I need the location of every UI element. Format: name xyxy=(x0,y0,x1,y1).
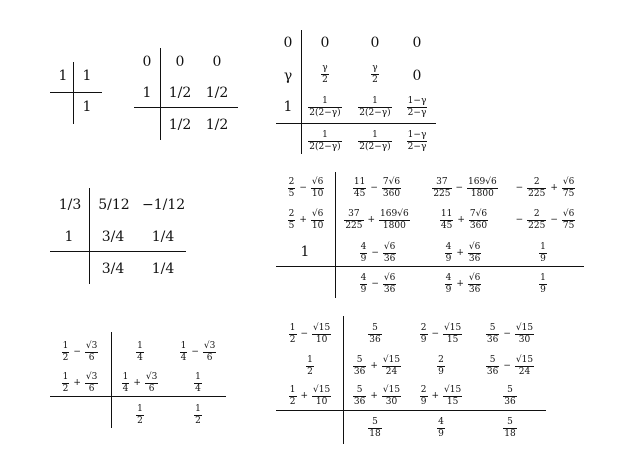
a-12: $\frac{2}{9}$ − $\frac{√15}{15}$ xyxy=(420,323,462,345)
c-1: $\frac{1}{2}$ − $\frac{√3}{6}$ xyxy=(62,341,98,363)
a-31: $\frac{4}{9}$ − $\frac{√6}{36}$ xyxy=(360,242,396,264)
b-1: $\frac{1}{2(2-\gamma)}$ xyxy=(309,130,341,152)
b-3: $\frac{1}{9}$ xyxy=(540,273,546,295)
a-23: − $\frac{2}{225}$ − $\frac{√6}{75}$ xyxy=(515,209,575,231)
divider-horizontal xyxy=(276,266,584,267)
a-21: $\frac{1}{4}$ + $\frac{√3}{6}$ xyxy=(122,372,158,394)
a-11: $\frac{11}{45}$ − $\frac{7√6}{360}$ xyxy=(353,177,401,199)
c-2: $\frac{1}{2}$ xyxy=(307,355,313,377)
b-2: $\frac{1}{2(2-\gamma)}$ xyxy=(359,130,391,152)
c-1: $\frac{1}{2}$ − $\frac{√15}{10}$ xyxy=(289,323,331,345)
b-1: 1/2 xyxy=(168,117,192,133)
a-21: 3/4 xyxy=(101,229,125,245)
b-2: 1/2 xyxy=(205,117,229,133)
b-2: 1/4 xyxy=(151,261,175,277)
b-1: $\frac{1}{2}$ xyxy=(137,404,143,426)
a-31: $\frac{1}{2(2-\gamma)}$ xyxy=(309,96,341,118)
a-21: $\frac{\gamma}{2}$ xyxy=(322,63,328,85)
divider-vertical xyxy=(111,332,112,428)
a-32: $\frac{2}{9}$ + $\frac{√15}{15}$ xyxy=(420,385,462,407)
a-22: $\frac{2}{9}$ xyxy=(438,355,444,377)
a-13: − $\frac{2}{225}$ + $\frac{√6}{75}$ xyxy=(515,177,575,199)
divider-horizontal xyxy=(276,123,436,124)
a-12: $\frac{37}{225}$ − $\frac{169√6}{1800}$ xyxy=(433,177,497,199)
c-2: 1 xyxy=(64,229,74,245)
b-1: $\frac{5}{18}$ xyxy=(369,417,381,439)
divider-vertical xyxy=(301,30,302,154)
b-3: $\frac{5}{18}$ xyxy=(504,417,516,439)
divider-vertical xyxy=(343,316,344,444)
b-2: $\frac{4}{9}$ + $\frac{√6}{36}$ xyxy=(445,273,481,295)
c-1: 0 xyxy=(283,35,293,51)
a-22: 1/2 xyxy=(205,85,229,101)
a-21: $\frac{5}{36}$ + $\frac{√15}{24}$ xyxy=(353,355,401,377)
c-1: $\frac{2}{5}$ − $\frac{√6}{10}$ xyxy=(288,177,324,199)
a-21: $\frac{37}{225}$ + $\frac{169√6}{1800}$ xyxy=(345,209,409,231)
a-11: 1 xyxy=(82,68,92,84)
c-2: 1 xyxy=(142,85,152,101)
b-2: $\frac{4}{9}$ xyxy=(438,417,444,439)
a-33: $\frac{5}{36}$ xyxy=(504,385,516,407)
a-11: 0 xyxy=(320,35,330,51)
a-33: $\frac{1}{9}$ xyxy=(540,242,546,264)
divider-vertical xyxy=(73,62,74,124)
divider-vertical xyxy=(160,48,161,140)
c-2: γ xyxy=(283,68,293,84)
divider-horizontal xyxy=(276,410,546,411)
divider-horizontal xyxy=(50,92,102,93)
c-1: 1 xyxy=(58,68,68,84)
a-11: $\frac{1}{4}$ xyxy=(137,341,143,363)
a-23: 0 xyxy=(412,68,422,84)
a-22: $\frac{1}{4}$ xyxy=(195,372,201,394)
c-3: 1 xyxy=(283,99,293,115)
a-23: $\frac{5}{36}$ − $\frac{√15}{24}$ xyxy=(486,355,534,377)
a-11: 0 xyxy=(175,54,185,70)
divider-horizontal xyxy=(50,251,186,252)
a-22: $\frac{\gamma}{2}$ xyxy=(372,63,378,85)
c-2: $\frac{2}{5}$ + $\frac{√6}{10}$ xyxy=(288,209,324,231)
a-13: 0 xyxy=(412,35,422,51)
b-1: 1 xyxy=(82,99,92,115)
a-12: 0 xyxy=(370,35,380,51)
a-11: 5/12 xyxy=(98,197,130,213)
a-22: $\frac{11}{45}$ + $\frac{7√6}{360}$ xyxy=(440,209,488,231)
a-32: $\frac{4}{9}$ + $\frac{√6}{36}$ xyxy=(445,242,481,264)
a-12: $\frac{1}{4}$ − $\frac{√3}{6}$ xyxy=(180,341,216,363)
c-3: 1 xyxy=(300,244,310,260)
a-31: $\frac{5}{36}$ + $\frac{√15}{30}$ xyxy=(353,385,401,407)
divider-vertical xyxy=(89,188,90,284)
a-32: $\frac{1}{2(2-\gamma)}$ xyxy=(359,96,391,118)
b-3: $\frac{1-\gamma}{2-\gamma}$ xyxy=(407,130,427,152)
divider-horizontal xyxy=(50,396,226,397)
a-12: −1/12 xyxy=(142,197,186,213)
c-3: $\frac{1}{2}$ + $\frac{√15}{10}$ xyxy=(289,385,331,407)
b-1: $\frac{4}{9}$ − $\frac{√6}{36}$ xyxy=(360,273,396,295)
c-2: $\frac{1}{2}$ + $\frac{√3}{6}$ xyxy=(62,372,98,394)
divider-vertical xyxy=(335,172,336,298)
b-1: 3/4 xyxy=(101,261,125,277)
a-22: 1/4 xyxy=(151,229,175,245)
c-1: 1/3 xyxy=(58,197,82,213)
divider-horizontal xyxy=(134,107,238,108)
c-1: 0 xyxy=(142,54,152,70)
a-21: 1/2 xyxy=(168,85,192,101)
a-33: $\frac{1-\gamma}{2-\gamma}$ xyxy=(407,96,427,118)
a-12: 0 xyxy=(212,54,222,70)
b-2: $\frac{1}{2}$ xyxy=(195,404,201,426)
a-13: $\frac{5}{36}$ − $\frac{√15}{30}$ xyxy=(486,323,534,345)
a-11: $\frac{5}{36}$ xyxy=(369,323,381,345)
